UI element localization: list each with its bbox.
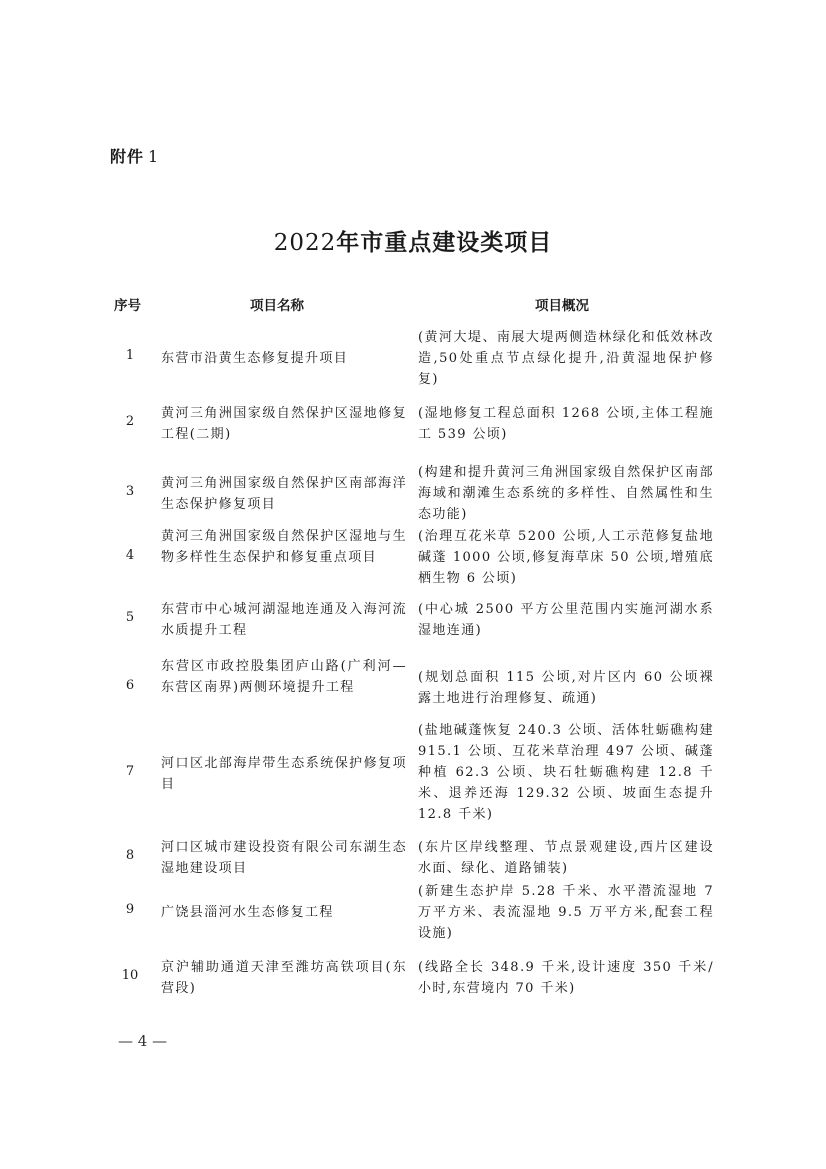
table-row [0,598,826,642]
row-desc: (新建生态护岸 5.28 千米、水平潜流湿地 7 万平方米、表流湿地 9.5 万平方米,配套工程设施) [418,884,714,941]
attachment-number: 1 [148,147,160,166]
row-desc: (湿地修复工程总面积 1268 公顷,主体工程施工 539 公顷) [418,406,714,442]
header-seq: 序号 [114,298,141,314]
table-row [0,402,826,446]
row-name: 河口区城市建设投资有限公司东湖生态湿地建设项目 [161,840,407,876]
table-header [0,294,826,314]
row-seq: 8 [125,848,135,863]
table-row [0,526,826,592]
table-row [0,720,826,830]
row-seq: 7 [125,764,135,779]
table-row [0,326,826,392]
row-name: 东营市中心城河湖湿地连通及入海河流水质提升工程 [161,602,407,638]
row-desc: (治理互花米草 5200 公顷,人工示范修复盐地碱蓬 1000 公顷,修复海草床 50 公顷,增殖底栖生物 6 公顷) [418,529,714,586]
row-desc: (东片区岸线整理、节点景观建设,西片区建设水面、绿化、道路铺装) [418,840,714,876]
row-name: 黄河三角洲国家级自然保护区湿地修复工程(二期) [161,406,407,442]
row-seq: 1 [125,348,135,363]
attachment-label [110,144,159,167]
attachment-text: 附件 [110,147,145,166]
table-row [0,956,826,1000]
row-name: 黄河三角洲国家级自然保护区南部海洋生态保护修复项目 [161,476,407,512]
row-seq: 5 [125,610,135,625]
row-desc: (构建和提升黄河三角洲国家级自然保护区南部海域和潮滩生态系统的多样性、自然属性和生态功能) [418,465,714,522]
row-name: 东营区市政控股集团庐山路(广利河—东营区南界)两侧环境提升工程 [161,659,407,695]
row-desc: (规划总面积 115 公顷,对片区内 60 公顷裸露土地进行治理修复、疏通) [418,670,714,706]
row-name: 京沪辅助通道天津至潍坊高铁项目(东营段) [161,960,407,996]
row-seq: 6 [125,678,135,693]
page-number: — 4 — [118,1032,168,1050]
row-name: 河口区北部海岸带生态系统保护修复项目 [161,756,407,792]
row-desc: (黄河大堤、南展大堤两侧造林绿化和低效林改造,50处重点节点绿化提升,沿黄湿地保护修复) [418,330,714,387]
table-row [0,656,826,722]
row-desc: (盐地碱蓬恢复 240.3 公顷、活体牡蛎礁构建 915.1 公顷、互花米草治理 497 公顷、碱蓬种植 62.3 公顷、块石牡蛎礁构建 12.8 千米、退养还海 129.32 公顷、坡面生态提升 12.8 千米) [418,723,714,822]
row-name: 黄河三角洲国家级自然保护区湿地与生物多样性生态保护和修复重点项目 [161,529,407,565]
row-name: 广饶县淄河水生态修复工程 [161,905,334,920]
table-row [0,462,826,528]
page-title [0,224,826,257]
row-desc: (中心城 2500 平方公里范围内实施河湖水系湿地连通) [418,602,714,638]
table-row [0,880,826,946]
row-name: 东营市沿黄生态修复提升项目 [161,351,349,366]
header-name: 项目名称 [250,298,304,314]
row-seq: 10 [121,968,139,983]
title-year: 2022 [273,230,337,256]
row-desc: (线路全长 348.9 千米,设计速度 350 千米/小时,东营境内 70 千米) [418,960,714,996]
row-seq: 9 [125,902,135,917]
table-row [0,836,826,880]
row-seq: 4 [125,548,135,563]
header-desc: 项目概况 [535,298,589,314]
title-text: 年市重点建设类项目 [336,230,553,256]
row-seq: 3 [125,484,135,499]
row-seq: 2 [125,414,135,429]
